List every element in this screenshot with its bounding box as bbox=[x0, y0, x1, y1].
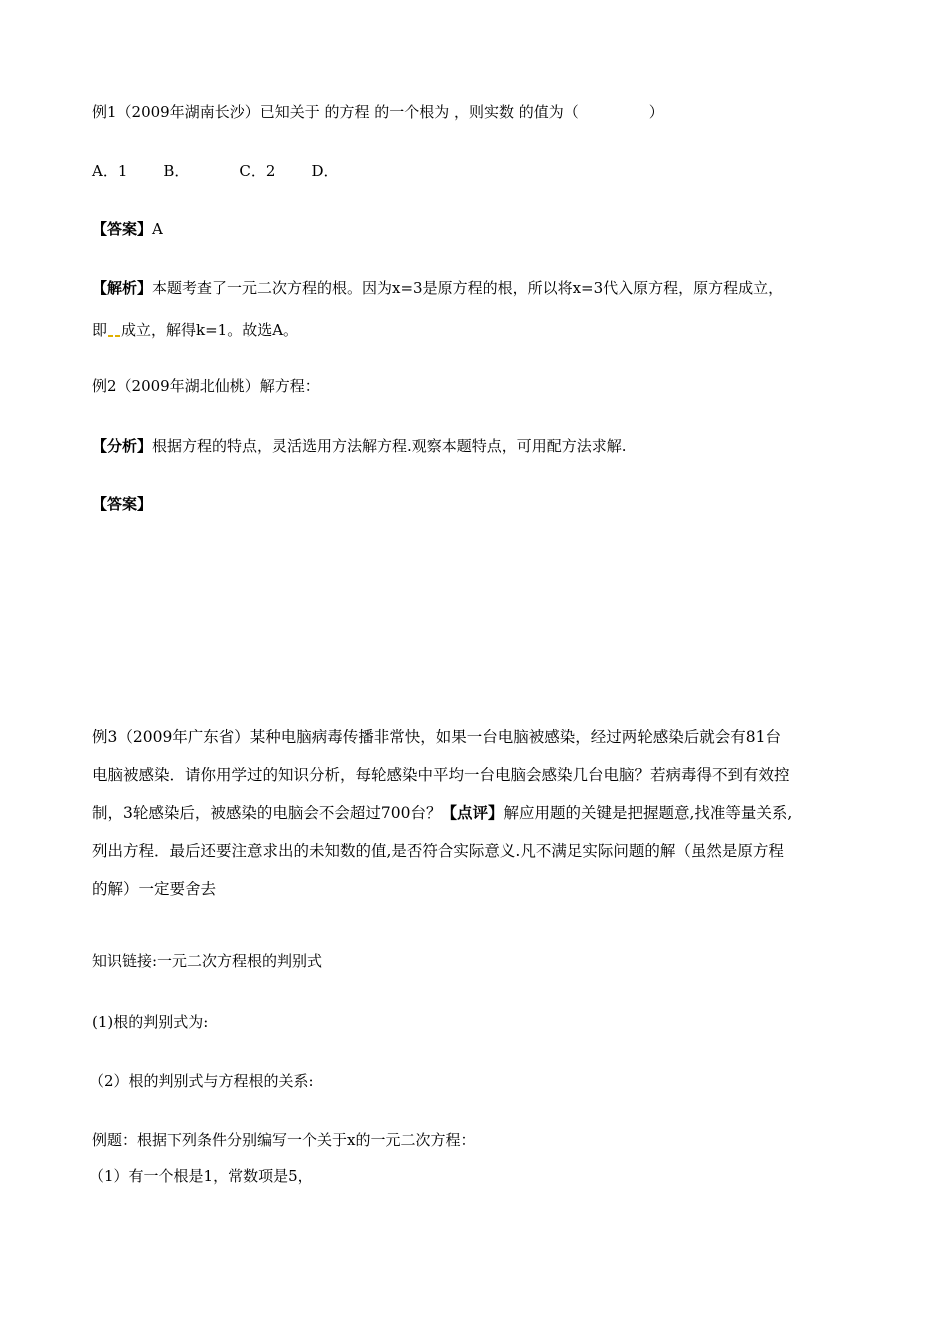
knowledge-item-1-text: (1)根的判别式为: bbox=[92, 1013, 209, 1031]
ex1-analysis-label: 【解析】 bbox=[92, 279, 153, 297]
ex1-analysis-text-a: 即 bbox=[92, 321, 108, 339]
ex1-answer-value: A bbox=[152, 220, 163, 238]
ex1-option-c: C．2 bbox=[239, 162, 276, 180]
knowledge-item-2 bbox=[89, 1071, 314, 1091]
ex1-answer bbox=[92, 219, 163, 239]
ex3-paragraph bbox=[92, 718, 862, 908]
example-item-1-text: （1）有一个根是1，常数项是5， bbox=[89, 1167, 313, 1185]
example-question-text: 例题：根据下列条件分别编写一个关于x的一元二次方程： bbox=[92, 1131, 476, 1149]
ex3-line-1: 例3（2009年广东省）某种电脑病毒传播非常快，如果一台电脑被感染，经过两轮感染后就会有81台 bbox=[92, 728, 782, 746]
ex2-answer-label: 【答案】 bbox=[92, 495, 153, 513]
ex3-line-2: 电脑被感染．请你用学过的知识分析，每轮感染中平均一台电脑会感染几台电脑？若病毒得不到有效控 bbox=[92, 766, 790, 784]
ex1-option-a: A．1 bbox=[92, 162, 128, 180]
ex2-analysis-label: 【分析】 bbox=[92, 437, 153, 455]
ex2-analysis-text: 根据方程的特点，灵活选用方法解方程.观察本题特点，可用配方法求解. bbox=[152, 437, 627, 455]
ex2-analysis bbox=[92, 436, 627, 456]
ex2-question-text: 例2（2009年湖北仙桃）解方程： bbox=[92, 377, 320, 395]
ex1-analysis-line2 bbox=[92, 320, 298, 340]
example-item-1 bbox=[89, 1166, 313, 1186]
ex3-comment-text: 解应用题的关键是把握题意,找准等量关系, bbox=[503, 804, 793, 822]
ex3-line-5: 的解）一定要舍去 bbox=[92, 880, 217, 898]
highlight-mark bbox=[115, 335, 120, 337]
ex3-comment-label: 【点评】 bbox=[441, 804, 504, 822]
ex2-answer bbox=[92, 494, 152, 514]
knowledge-item-1 bbox=[92, 1012, 208, 1032]
example-question bbox=[92, 1130, 475, 1150]
ex1-option-d: D． bbox=[311, 162, 339, 180]
knowledge-link bbox=[92, 951, 322, 971]
ex3-line-4: 列出方程．最后还要注意求出的未知数的值,是否符合实际意义.凡不满足实际问题的解（虽然是原方程 bbox=[92, 842, 784, 860]
ex1-analysis-line1 bbox=[92, 278, 783, 298]
ex1-question bbox=[92, 102, 664, 122]
knowledge-item-2-text: （2）根的判别式与方程根的关系: bbox=[89, 1072, 314, 1090]
ex1-option-b: B． bbox=[163, 162, 190, 180]
ex3-line-3 bbox=[92, 794, 862, 832]
ex1-question-text: 例1（2009年湖南长沙）已知关于 的方程 的一个根为 ，则实数 的值为（ bbox=[92, 103, 579, 121]
knowledge-link-text: 知识链接:一元二次方程根的判别式 bbox=[92, 952, 323, 970]
ex1-close-paren: ） bbox=[648, 103, 664, 121]
ex1-options bbox=[92, 161, 338, 181]
ex1-answer-label: 【答案】 bbox=[92, 220, 153, 238]
ex1-analysis-text: 本题考查了一元二次方程的根。因为x=3是原方程的根，所以将x=3代入原方程，原方程成立， bbox=[152, 279, 784, 297]
ex1-analysis-text-b: 成立，解得k=1。故选A。 bbox=[121, 321, 299, 339]
ex3-line-3-text: 制，3轮感染后，被感染的电脑会不会超过700台？ bbox=[92, 804, 442, 822]
highlight-mark bbox=[108, 335, 113, 337]
ex2-question bbox=[92, 376, 320, 396]
